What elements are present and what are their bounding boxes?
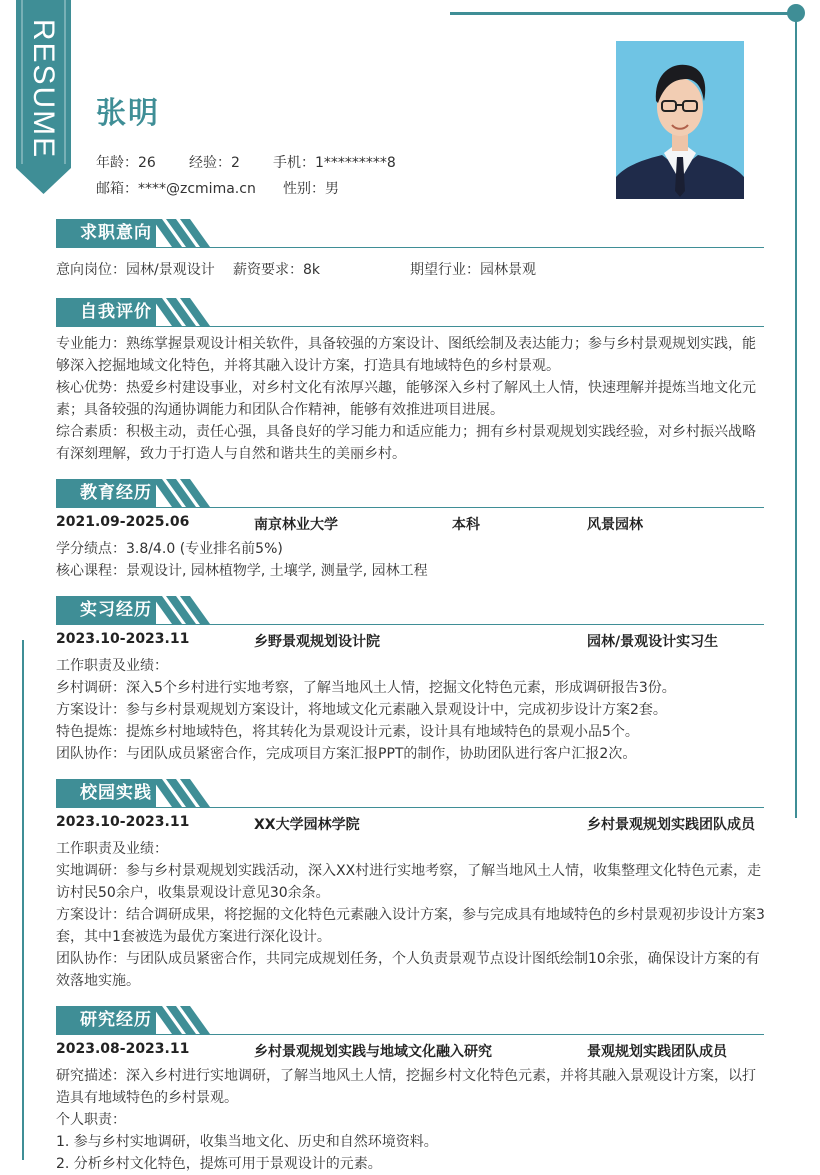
section-header-self-eval — [56, 298, 764, 328]
research-row — [56, 1041, 766, 1063]
candidate-name: 张明 — [96, 96, 160, 131]
internship-line: 方案设计：参与乡村景观规划方案设计，将地域文化元素融入景观设计中，完成初步设计方案2套。 — [56, 702, 667, 718]
resume-ribbon — [16, 0, 71, 194]
email-field — [96, 178, 283, 198]
research-period: 2023.08-2023.11 — [56, 1041, 190, 1057]
age-field — [96, 152, 189, 172]
self-eval-paragraph: 专业能力：熟练掌握景观设计相关软件，具备较强的方案设计、图纸绘制及表达能力；参与乡村景观规划实践，能够深入挖掘地域文化特色，并将其融入设计方案，打造具有地域特色的乡村景观。 — [56, 336, 756, 374]
intent-salary: 薪资要求：8k — [233, 262, 321, 278]
resume-ribbon-text: RESUME — [27, 18, 61, 160]
intent-row — [56, 259, 766, 281]
age-label: 年龄： — [96, 155, 138, 171]
campus-line: 团队协作：与团队成员紧密合作，共同完成规划任务，个人负责景观节点设计图纸绘制10余张，确保设计方案的有效落地实施。 — [56, 951, 760, 989]
email-label: 邮箱： — [96, 181, 138, 197]
education-major: 风景园林 — [587, 517, 643, 533]
phone-field — [273, 152, 396, 172]
section-rule — [56, 326, 764, 327]
section-stripes-icon — [152, 219, 212, 247]
campus-line: 方案设计：结合调研成果，将挖掘的文化特色元素融入设计方案，参与完成具有地域特色的乡村景观初步设计方案3套，其中1套被选为最优方案进行深化设计。 — [56, 907, 765, 945]
campus-role: 乡村景观规划实践团队成员 — [587, 817, 755, 833]
education-row — [56, 514, 766, 536]
left-decor-line — [22, 640, 24, 1160]
campus-details — [56, 838, 766, 992]
campus-row — [56, 814, 766, 836]
education-courses: 核心课程：景观设计, 园林植物学, 土壤学, 测量学, 园林工程 — [56, 563, 428, 579]
research-details — [56, 1065, 766, 1175]
experience-label: 经验： — [189, 155, 231, 171]
section-title: 研究经历 — [56, 1006, 156, 1034]
section-title: 校园实践 — [56, 779, 156, 807]
section-title: 自我评价 — [56, 298, 156, 326]
campus-line: 工作职责及业绩： — [56, 841, 168, 857]
self-eval-body — [56, 333, 766, 465]
internship-line: 团队协作：与团队成员紧密合作，完成项目方案汇报PPT的制作，协助团队进行客户汇报2次。 — [56, 746, 637, 762]
internship-row — [56, 631, 766, 653]
profile-photo — [616, 41, 744, 199]
education-school: 南京林业大学 — [254, 517, 338, 533]
campus-period: 2023.10-2023.11 — [56, 814, 190, 830]
section-header-intent — [56, 219, 764, 249]
section-rule — [56, 624, 764, 625]
research-duty-item: 1. 参与乡村实地调研，收集当地文化、历史和自然环境资料。 — [56, 1134, 438, 1150]
education-details — [56, 538, 766, 582]
experience-value: 2 — [231, 155, 240, 171]
internship-line: 工作职责及业绩： — [56, 658, 168, 674]
email-value: ****@zcmima.cn — [138, 181, 256, 197]
section-title: 实习经历 — [56, 596, 156, 624]
internship-org: 乡野景观规划设计院 — [254, 634, 380, 650]
phone-value: 1*********8 — [315, 155, 396, 171]
research-description: 研究描述：深入乡村进行实地调研，了解当地风土人情，挖掘乡村文化特色元素，并将其融入景观设计方案，以打造具有地域特色的乡村景观。 — [56, 1068, 756, 1106]
campus-org: XX大学园林学院 — [254, 817, 360, 833]
gender-field — [283, 178, 339, 198]
section-title: 教育经历 — [56, 479, 156, 507]
top-decor-line — [450, 12, 796, 15]
profile-info-row-2 — [96, 178, 339, 198]
phone-label: 手机： — [273, 155, 315, 171]
section-header-education — [56, 479, 764, 509]
research-role: 景观规划实践团队成员 — [587, 1044, 727, 1060]
internship-line: 特色提炼：提炼乡村地域特色，将其转化为景观设计元素，设计具有地域特色的景观小品5个。 — [56, 724, 639, 740]
intent-industry: 期望行业：园林景观 — [410, 262, 536, 278]
internship-line: 乡村调研：深入5个乡村进行实地考察，了解当地风土人情，挖掘文化特色元素，形成调研报告3份。 — [56, 680, 676, 696]
gender-value: 男 — [325, 181, 339, 197]
section-rule — [56, 807, 764, 808]
research-duty-label: 个人职责： — [56, 1112, 126, 1128]
section-rule — [56, 247, 764, 248]
section-stripes-icon — [152, 479, 212, 507]
self-eval-paragraph: 核心优势：热爱乡村建设事业，对乡村文化有浓厚兴趣，能够深入乡村了解风土人情，快速理解并提炼当地文化元素；具备较强的沟通协调能力和团队合作精神，能够有效推进项目进展。 — [56, 380, 756, 418]
section-rule — [56, 1034, 764, 1035]
campus-line: 实地调研：参与乡村景观规划实践活动，深入XX村进行实地考察，了解当地风土人情，收集整理文化特色元素，走访村民50余户，收集景观设计意见30余条。 — [56, 863, 762, 901]
section-title: 求职意向 — [56, 219, 156, 247]
education-gpa: 学分绩点：3.8/4.0 (专业排名前5%) — [56, 541, 283, 557]
section-stripes-icon — [152, 779, 212, 807]
right-decor-line — [795, 13, 797, 818]
section-rule — [56, 507, 764, 508]
internship-period: 2023.10-2023.11 — [56, 631, 190, 647]
section-header-campus — [56, 779, 764, 809]
section-stripes-icon — [152, 596, 212, 624]
self-eval-paragraph: 综合素质：积极主动，责任心强，具备良好的学习能力和适应能力；拥有乡村景观规划实践经验，对乡村振兴战略有深刻理解，致力于打造人与自然和谐共生的美丽乡村。 — [56, 424, 756, 462]
intent-position: 意向岗位：园林/景观设计 — [56, 262, 215, 278]
gender-label: 性别： — [283, 181, 325, 197]
education-degree: 本科 — [452, 517, 480, 533]
internship-role: 园林/景观设计实习生 — [587, 634, 719, 650]
research-duty-item: 2. 分析乡村文化特色，提炼可用于景观设计的元素。 — [56, 1156, 382, 1172]
research-topic: 乡村景观规划实践与地域文化融入研究 — [254, 1044, 492, 1060]
internship-details — [56, 655, 766, 765]
education-period: 2021.09-2025.06 — [56, 514, 190, 530]
section-stripes-icon — [152, 1006, 212, 1034]
experience-field — [189, 152, 273, 172]
section-header-research — [56, 1006, 764, 1036]
profile-info-row-1 — [96, 152, 396, 172]
age-value: 26 — [138, 155, 156, 171]
section-header-internship — [56, 596, 764, 626]
section-stripes-icon — [152, 298, 212, 326]
